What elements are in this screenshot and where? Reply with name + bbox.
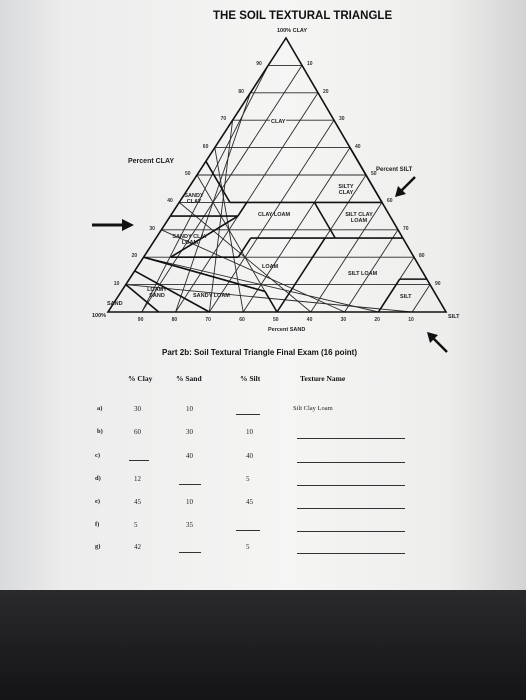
silt-tick: 50 <box>371 171 377 177</box>
sand-value: 10 <box>186 498 193 506</box>
header-sand: % Sand <box>176 374 202 383</box>
silt-tick: 80 <box>419 253 425 260</box>
sand-tick: 80 <box>171 317 178 323</box>
region-clay: CLAY <box>271 119 286 125</box>
answer-blank[interactable] <box>297 531 405 532</box>
silt-arrow <box>395 177 415 197</box>
sand-value: 10 <box>186 405 193 413</box>
left-arrow <box>92 219 134 231</box>
clay-tick: 70 <box>220 116 227 123</box>
row-label: b) <box>97 428 103 435</box>
silt-tick: 10 <box>307 61 313 68</box>
corner-100-label: 100% <box>92 313 107 319</box>
answer-blank[interactable] <box>129 460 149 461</box>
answer-blank[interactable] <box>297 508 405 509</box>
header-silt: % Silt <box>240 374 261 383</box>
clay-value: 12 <box>134 475 141 483</box>
percent-sand-label: Percent SAND <box>268 327 306 333</box>
clay-value: 42 <box>134 543 141 551</box>
row-label: g) <box>95 543 101 550</box>
percent-clay-label: Percent CLAY <box>128 158 175 165</box>
answer-blank[interactable] <box>236 414 260 415</box>
region-silt-loam: SILT LOAM <box>348 271 378 277</box>
dark-background <box>0 590 526 700</box>
clay-value: 5 <box>134 521 138 529</box>
sand-tick: 90 <box>137 317 144 323</box>
clay-value: 30 <box>134 405 141 413</box>
header-clay: % Clay <box>128 374 153 383</box>
answer-blank[interactable] <box>297 438 405 439</box>
silt-tick: 30 <box>339 116 345 123</box>
silt-tick: 70 <box>403 225 409 232</box>
region-sandy-loam: SANDY LOAM <box>193 293 230 299</box>
sand-tick: 20 <box>374 317 380 323</box>
clay-tick: 80 <box>238 88 244 95</box>
header-texture: Texture Name <box>300 374 346 383</box>
silt-value: 40 <box>246 452 253 460</box>
region-sand: SAND <box>107 301 123 307</box>
silt-tick: 20 <box>323 88 329 95</box>
row-label: e) <box>95 498 101 505</box>
region-silty-clay-loam: SILT CLAY LOAM <box>345 212 373 224</box>
answer-blank[interactable] <box>297 462 405 463</box>
row-label: a) <box>97 405 103 412</box>
sand-tick: 70 <box>205 317 211 323</box>
region-clay-loam: CLAY LOAM <box>258 212 291 218</box>
sand-arrow <box>427 332 447 352</box>
answer-blank[interactable] <box>236 530 260 531</box>
clay-tick: 50 <box>185 171 191 177</box>
silt-value: 10 <box>246 428 253 436</box>
sand-tick: 30 <box>340 317 347 323</box>
sand-value: 30 <box>186 428 193 436</box>
region-silt: SILT <box>400 294 412 300</box>
row-label: f) <box>95 521 100 528</box>
clay-tick: 60 <box>202 143 209 150</box>
region-sandy-clay-loam: SANDY CLAY LOAM <box>172 234 208 246</box>
sand-tick: 60 <box>239 317 245 323</box>
region-loam: LOAM <box>262 264 279 270</box>
region-silty-clay: SILTY CLAY <box>338 184 354 196</box>
silt-tick: 60 <box>387 198 393 205</box>
apex-label: 100% CLAY <box>277 28 308 34</box>
clay-tick: 20 <box>131 253 138 260</box>
sand-value: 40 <box>186 452 193 460</box>
sand-tick: 50 <box>273 317 279 323</box>
clay-tick: 40 <box>167 198 173 205</box>
percent-silt-label: Percent SILT <box>376 167 413 173</box>
clay-tick: 30 <box>149 225 155 232</box>
silt-value: 5 <box>246 543 250 551</box>
silt-value: 5 <box>246 475 250 483</box>
silt-tick: 40 <box>355 143 361 150</box>
answer-blank[interactable] <box>297 553 405 554</box>
silt-corner-label: SILT <box>448 314 460 320</box>
answer-blank[interactable] <box>179 552 201 553</box>
answer-blank[interactable] <box>297 485 405 486</box>
row-label: d) <box>95 475 101 482</box>
silt-tick: 90 <box>435 280 441 287</box>
clay-tick: 90 <box>256 61 262 68</box>
sand-tick: 40 <box>306 317 313 323</box>
sand-value: 35 <box>186 521 193 529</box>
answer-blank[interactable] <box>179 484 201 485</box>
texture-value: Silt Clay Loam <box>293 405 333 412</box>
region-sandy-clay: SANDY CLAY <box>184 193 204 205</box>
exam-title: Part 2b: Soil Textural Triangle Final Exam (16 point) <box>162 348 358 357</box>
sand-tick: 10 <box>408 317 414 323</box>
silt-value: 45 <box>246 498 253 506</box>
clay-value: 45 <box>134 498 141 506</box>
row-label: c) <box>95 452 101 459</box>
clay-value: 60 <box>134 428 141 436</box>
region-loamy-sand: LOAMY SAND <box>147 287 167 299</box>
clay-tick: 10 <box>113 280 120 287</box>
